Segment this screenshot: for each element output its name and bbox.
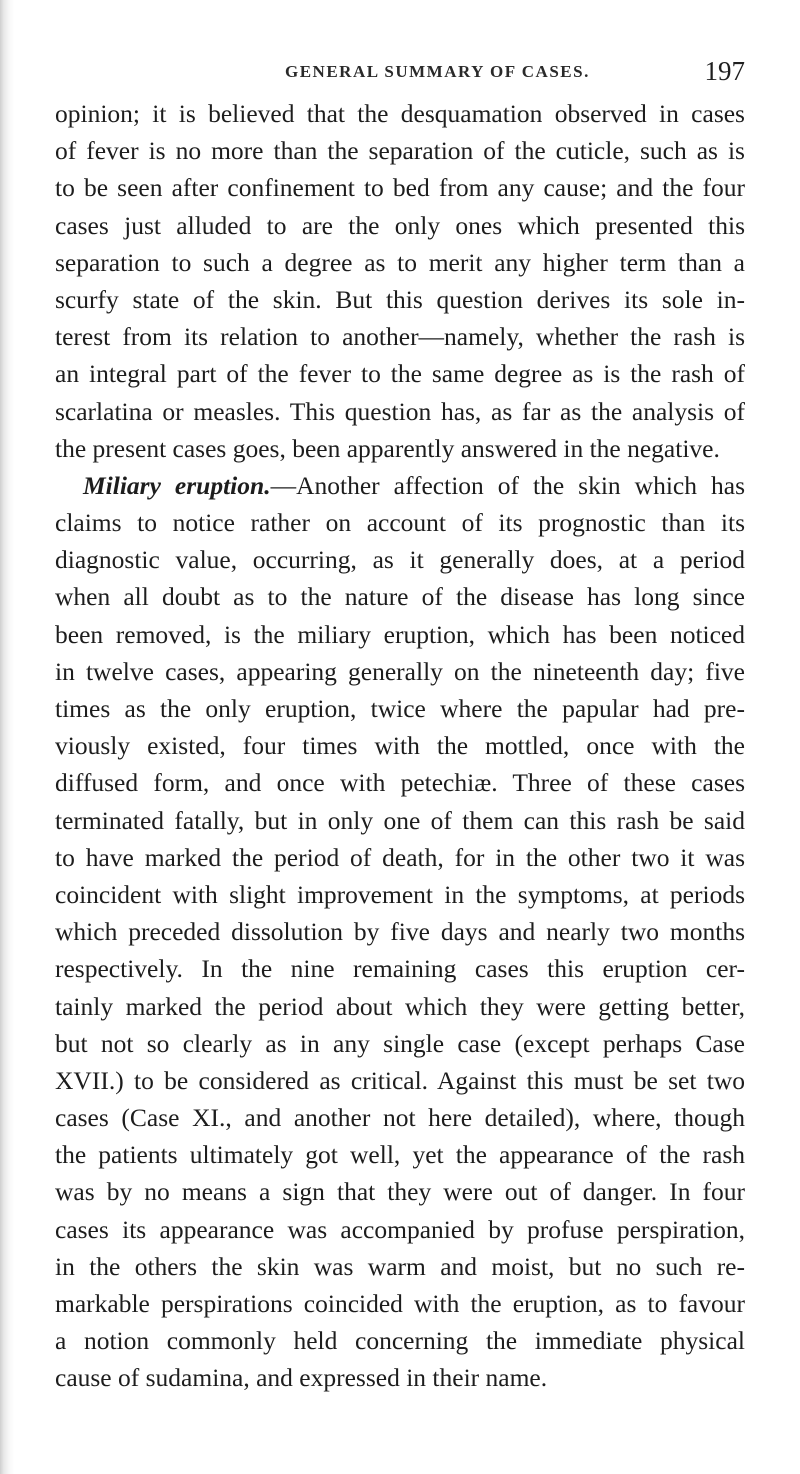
text-line: cases (Case XI., and another not here detailed), where, though (55, 1103, 745, 1133)
body-text (55, 95, 745, 1397)
text-line: a notion commonly held concerning the immediate physical (55, 1326, 745, 1356)
page-header (285, 56, 745, 90)
text-line: cases its appearance was accompanied by profuse perspiration, (55, 1214, 745, 1244)
text-line: respectively. In the nine remaining cases this eruption cer- (55, 954, 745, 984)
text-line: in twelve cases, appearing generally on the nineteenth day; five (55, 656, 745, 686)
text-line: markable perspirations coincided with the eruption, as to favour (55, 1289, 745, 1318)
section-first-line (55, 467, 745, 504)
text-line: claims to notice rather on account of its prognostic than its (55, 508, 745, 538)
text-line: in the others the skin was warm and moist, but no such re- (55, 1251, 745, 1281)
text-line: was by no means a sign that they were out of danger. In four (55, 1177, 745, 1207)
text-line: the present cases goes, been apparently answered in the negative. (55, 433, 720, 463)
section-heading: Miliary eruption. (83, 470, 271, 500)
text-line: tainly marked the period about which they were getting better, (55, 991, 745, 1021)
text-line: XVII.) to be considered as critical. Against this must be set two (55, 1065, 745, 1095)
text-line: diagnostic value, occurring, as it generally does, at a period (55, 545, 745, 575)
text-line: times as the only eruption, twice where the papular had pre- (55, 694, 745, 723)
text-line: of fever is no more than the separation of the cuticle, such as is (55, 136, 745, 166)
text-line: which preceded dissolution by five days and nearly two months (55, 917, 745, 947)
text-line: coincident with slight improvement in the symptoms, at periods (55, 879, 745, 909)
text-line: cause of sudamina, and expressed in their name. (55, 1363, 548, 1393)
text-line: the patients ultimately got well, yet the appearance of the rash (55, 1140, 745, 1170)
text-line: terminated fatally, but in only one of them can this rash be said (55, 805, 745, 835)
running-head: GENERAL SUMMARY OF CASES. (285, 62, 590, 81)
text-line: to be seen after confinement to bed from any cause; and the four (55, 173, 745, 203)
text-line: scurfy state of the skin. But this question derives its sole in- (55, 284, 745, 314)
text-line: an integral part of the fever to the same degree as is the rash of (55, 359, 745, 389)
text-line: diffused form, and once with petechiæ. Three of these cases (55, 768, 745, 798)
text-line: to have marked the period of death, for in the other two it was (55, 842, 745, 872)
text-line: been removed, is the miliary eruption, which has been noticed (55, 619, 745, 649)
text-line: opinion; it is believed that the desquamation observed in cases (55, 99, 745, 128)
text-line: scarlatina or measles. This question has, as far as the analysis of (55, 396, 745, 426)
text-line: viously existed, four times with the mottled, once with the (55, 731, 745, 761)
text-line: when all doubt as to the nature of the disease has long since (55, 582, 745, 612)
text-line: separation to such a degree as to merit any higher term than a (55, 247, 745, 277)
text-line: cases just alluded to are the only ones which presented this (55, 210, 745, 240)
page-edge-shadow (0, 0, 14, 1474)
text-line: but not so clearly as in any single case (except perhaps Case (55, 1028, 745, 1058)
section-first-line-text: —Another affection of the skin which has (270, 470, 745, 500)
text-line: terest from its relation to another—namely, whether the rash is (55, 322, 745, 352)
page-number: 197 (704, 56, 745, 86)
